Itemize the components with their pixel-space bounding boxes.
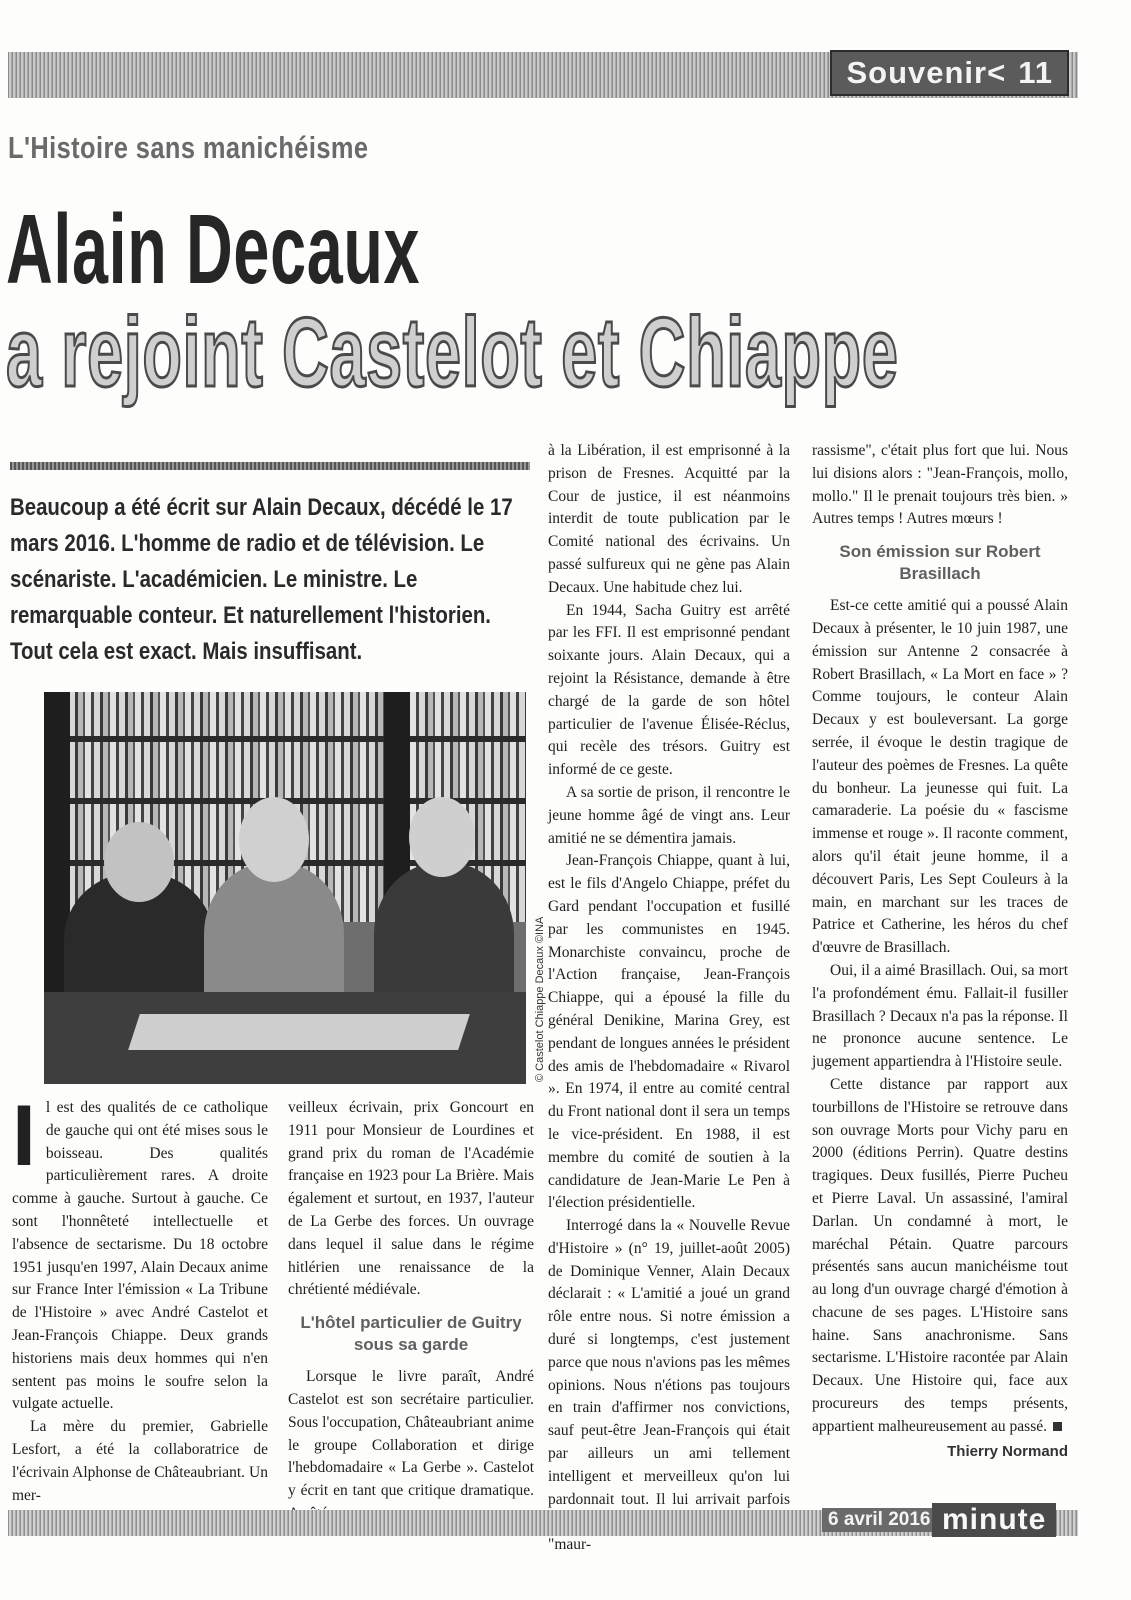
photo-head-center	[239, 797, 309, 882]
headline-line-1: Alain Decaux	[6, 194, 421, 304]
subhead: L'hôtel particulier de Guitry sous sa garde	[300, 1313, 522, 1355]
issue-date: 6 avril 2016	[822, 1508, 936, 1532]
paragraph-text: l est des qualités de ce catholique de gauche qui ont été mises sous le boisseau. Des qualités particulièrement rares. A droite comme à gauche. Surtout à gauche. Ce sont l'honnêteté intellectuelle et l'absence de sectarisme. Du 18 octobre 1951 jusqu'en 1997, Alain Decaux anime sur France Inter l'émission « La Tribune de l'Histoire » avec André Castelot et Jean-François Chiappe. Deux grands historiens mais deux hommes qui n'en sentent pas moins le soufre selon la vulgate actuelle.	[12, 1099, 268, 1413]
author-signature: Thierry Normand	[947, 1442, 1068, 1460]
article-column-3	[548, 440, 790, 1557]
paragraph: Lorsque le livre paraît, André Castelot est son secrétaire particulier. Sous l'occupation, Châteaubriant anime le groupe Collaboration et dirige l'hebdomadaire « La Gerbe ». Castelot y écrit en tant que critique dramatique.	[288, 1368, 534, 1500]
paragraph: veilleux écrivain, prix Goncourt en 1911 pour Monsieur de Lourdines et grand prix du roman de l'Académie française en 1923 pour La Brière. Mais également et surtout, en 1937, l'auteur de La Gerbe des forces. Un ouvrage dans lequel il salue dans le régime hitlérien une renaissance de la chrétienté médiévale.	[288, 1099, 534, 1299]
photo-head-left	[104, 822, 174, 902]
article-photo	[44, 692, 526, 1084]
section-tag	[830, 50, 1069, 96]
paragraph: rassisme", c'était plus fort que lui. Nous lui disions alors : "Jean-François, mollo, mollo." Il le prenait toujours très bien. » Autres temps ! Autres mœurs !	[812, 442, 1068, 528]
subhead: Son émission sur Robert Brasillach	[839, 542, 1041, 584]
lead-rule	[10, 462, 530, 470]
article-column-2	[288, 1097, 534, 1526]
paragraph: Est-ce cette amitié qui a poussé Alain Decaux à présenter, le 10 juin 1987, une émission sur Antenne 2 consacrée à Robert Brasillach, « La Mort en face » ? Comme toujours, le conteur Alain Decaux y est bouleversant. La gorge serrée, il évoque le destin tragique de l'auteur des poèmes de Fresnes. La quête du bonheur. La jeunesse qui fuit. La camaraderie. La poésie du « fascisme immense et rouge ». Il raconte comment, alors qu'il était jeune homme, il a découvert Paris, Les Sept Couleurs à la main, en marchant sur les traces de Patrice et Catherine, les héros du chef d'œuvre de Brasillach.	[812, 597, 1068, 957]
photo-credit: © Castelot Chiappe Decaux ©INA	[534, 916, 546, 1082]
masthead-logo: minute	[932, 1503, 1056, 1537]
photo-papers	[128, 1014, 470, 1050]
end-mark-icon	[1053, 1422, 1062, 1431]
page-number: 11	[1018, 55, 1053, 90]
paragraph: Jean-François Chiappe, quant à lui, est le fils d'Angelo Chiappe, préfet du Gard pendant l'occupation et fusillé par les communistes en 1945. Monarchiste convaincu, proche de l'Action française, Jean-François Chiappe, qui a épousé la fille du général Denikine, Marina Grey, est pendant de longues années le président des amis de l'hebdomadaire « Rivarol ». En 1974, il entre au comité central du Front national dont il sera un temps le vice-président. En 1988, il est membre du comité de soutien à la candidature de Jean-Marie Le Pen à l'élection présidentielle.	[548, 852, 790, 1212]
headline-line-2: a rejoint Castelot et Chiappe	[6, 297, 899, 407]
paragraph: Interrogé dans la « Nouvelle Revue d'Histoire » (n° 19, juillet-août 2005) de Dominique Venner, Alain Decaux déclarait : « L'amitié a joué un grand rôle entre nous. Si notre émission a duré si longtemps, c'est justement parce que nous n'avions pas les mêmes opinions. Nous n'étions pas toujours en train d'affirmer nos convictions, sauf peut-être Jean-François qui était par ailleurs un ami tellement intelligent et merveilleux qu'on lui pardonnait tout. Il lui arrivait parfois "maur-	[548, 1217, 790, 1554]
paragraph: La mère du premier, Gabrielle Lesfort, a été la collaboratrice de l'écrivain Alphonse de Châteaubriant. Un mer-	[12, 1418, 268, 1504]
lead-paragraph: Beaucoup a été écrit sur Alain Decaux, décédé le 17 mars 2016. L'homme de radio et de télévision. Le scénariste. L'académicien. Le ministre. Le remarquable conteur. Et naturellement l'historien. Tout cela est exact. Mais insuffisant.	[10, 494, 513, 665]
paragraph	[812, 1074, 1068, 1439]
section-name: Souvenir	[846, 55, 988, 90]
photo-head-right	[409, 797, 475, 877]
section-mark: <	[987, 55, 1007, 90]
drop-cap: I	[12, 1088, 36, 1184]
paragraph: A sa sortie de prison, il rencontre le jeune homme âgé de vingt ans. Leur amitié ne se démentira jamais.	[548, 783, 790, 847]
photo-figure-right	[374, 862, 514, 1012]
paragraph: Oui, il a aimé Brasillach. Oui, sa mort l'a profondément ému. Fallait-il fusiller Brasillach ? Decaux n'a pas la réponse. Il ne prononce aucune sentence. Le jugement appartiendra à l'Histoire seule.	[812, 961, 1068, 1071]
article-column-4	[812, 440, 1068, 1463]
kicker: L'Histoire sans manichéisme	[8, 130, 369, 165]
paragraph: En 1944, Sacha Guitry est arrêté par les FFI. Il est emprisonné pendant soixante jours. Alain Decaux, qui a rejoint la Résistance, demande à être chargé de la garde de son hôtel particulier de l'avenue Élisée-Réclus, qui recèle des trésors. Guitry est informé de ce geste.	[548, 601, 790, 779]
photo-figure-center	[204, 862, 344, 1012]
article-column-1	[12, 1088, 268, 1507]
paragraph: à la Libération, il est emprisonné à la prison de Fresnes. Acquitté par la Cour de justice, il est néanmoins interdit de toute publication par le Comité national des écrivains. Un passé sulfureux qui ne gène pas Alain Decaux. Une habitude chez lui.	[548, 442, 790, 596]
paragraph	[12, 1088, 268, 1416]
paragraph-text: Cette distance par rapport aux tourbillons de l'Histoire se retrouve dans son ouvrage Morts pour Vichy paru en 2000 (éditions Perrin). Quatre destins tragiques. Deux fusillés, Pierre Pucheu et Pierre Laval. Un assassiné, l'amiral Darlan. Un condamné à mort, le maréchal Pétain. Quatre parcours présentés sans aucun manichéisme tout au long d'un ouvrage chargé d'émotion à chacune de ses pages. L'Histoire sans haine. Sans anachronisme. Sans sectarisme. L'Histoire racontée par Alain Decaux. Une Histoire qui, face aux procureurs des temps présents, appartient malheureusement au passé.	[812, 1075, 1068, 1435]
